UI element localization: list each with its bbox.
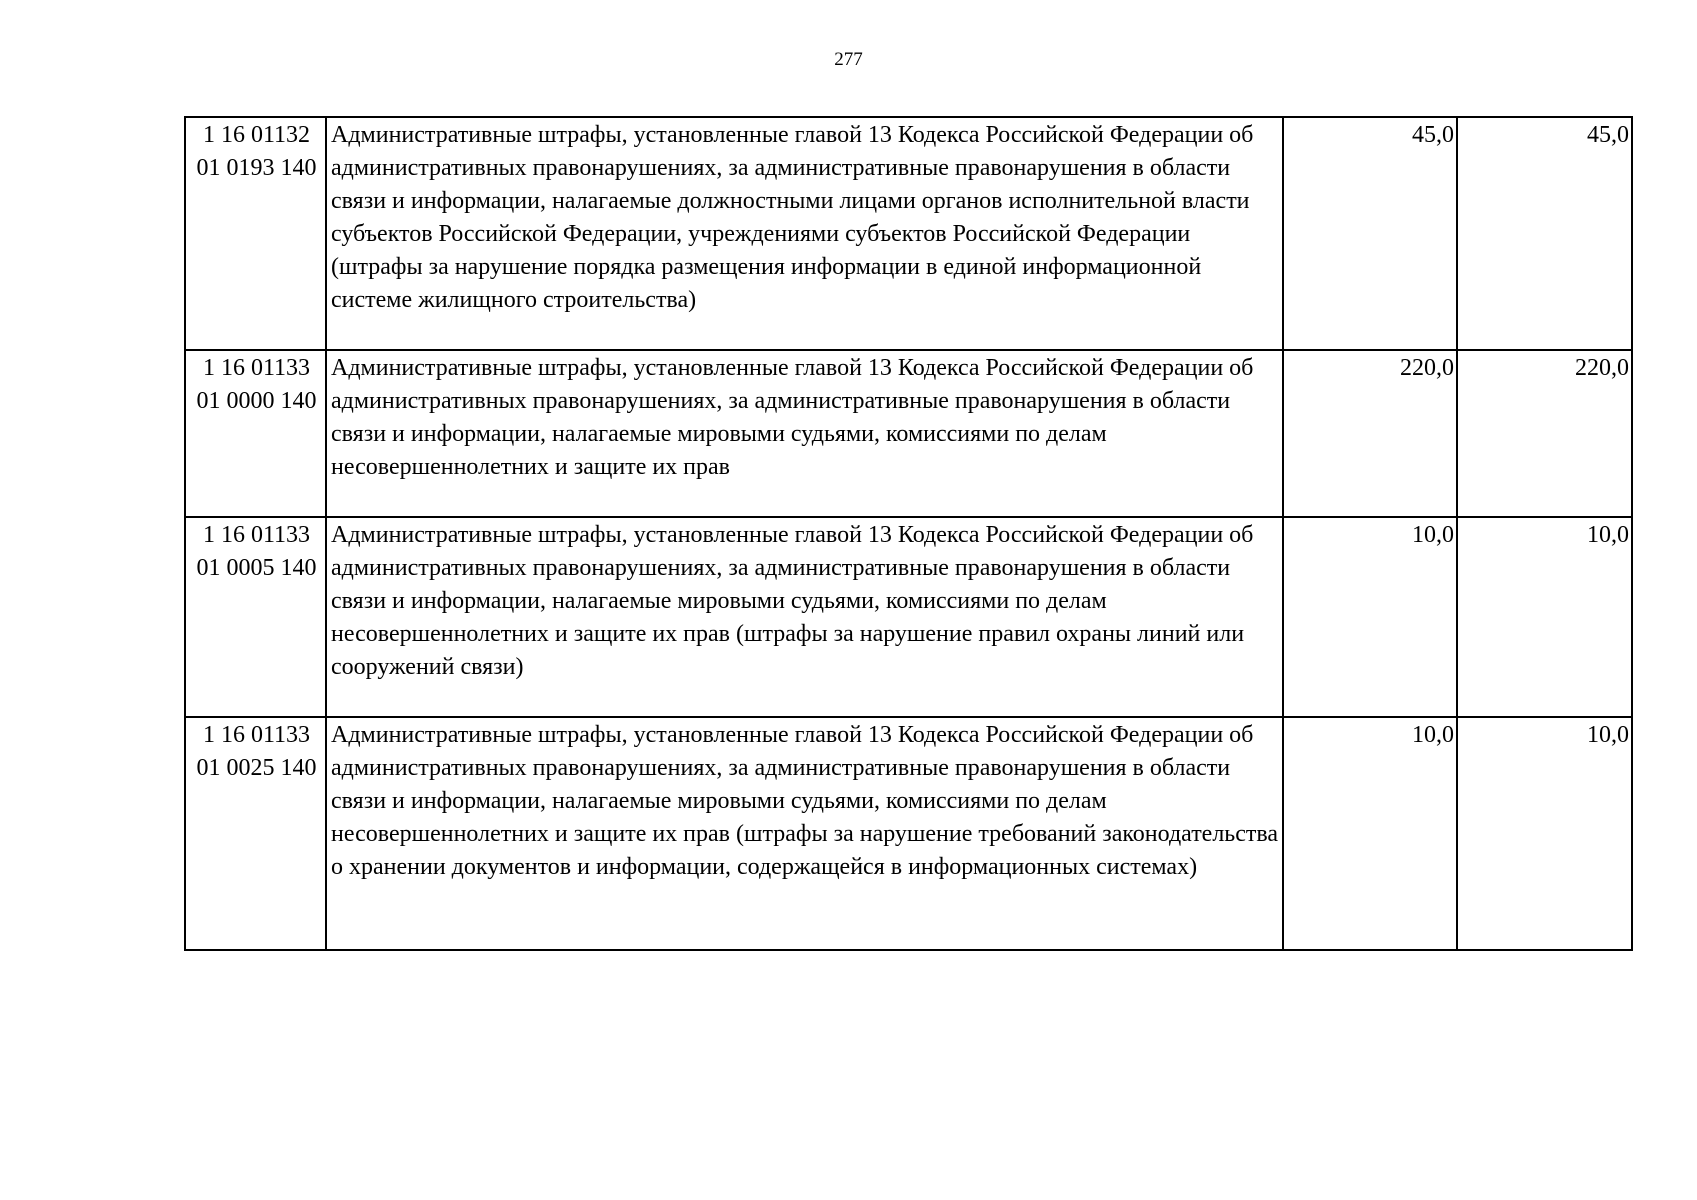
amount-cell-2: 10,0 xyxy=(1457,517,1632,717)
amount-cell-2: 10,0 xyxy=(1457,717,1632,950)
revenue-table xyxy=(184,116,1633,951)
amount-cell-2: 220,0 xyxy=(1457,350,1632,517)
amount-cell-2: 45,0 xyxy=(1457,117,1632,350)
description-cell: Административные штрафы, установленные главой 13 Кодекса Российской Федерации об административных правонарушениях, за административные правонарушения в области связи и информации, налагаемые мировыми судьями, комиссиями по делам несовершеннолетних и защите их прав xyxy=(326,350,1283,517)
amount-cell-1: 45,0 xyxy=(1283,117,1457,350)
table-row xyxy=(185,350,1632,517)
budget-code-cell: 1 16 01133 01 0000 140 xyxy=(185,350,326,517)
budget-code-cell: 1 16 01133 01 0025 140 xyxy=(185,717,326,950)
description-cell: Административные штрафы, установленные главой 13 Кодекса Российской Федерации об административных правонарушениях, за административные правонарушения в области связи и информации, налагаемые должностными лицами органов исполнительной власти субъектов Российской Федерации, учреждениями субъектов Российской Федерации (штрафы за нарушение порядка размещения информации в единой информационной системе жилищного строительства) xyxy=(326,117,1283,350)
amount-cell-1: 10,0 xyxy=(1283,517,1457,717)
table-row xyxy=(185,517,1632,717)
table-row xyxy=(185,117,1632,350)
page-number: 277 xyxy=(834,49,863,70)
description-cell: Административные штрафы, установленные главой 13 Кодекса Российской Федерации об административных правонарушениях, за административные правонарушения в области связи и информации, налагаемые мировыми судьями, комиссиями по делам несовершеннолетних и защите их прав (штрафы за нарушение правил охраны линий или сооружений связи) xyxy=(326,517,1283,717)
amount-cell-1: 10,0 xyxy=(1283,717,1457,950)
budget-code-cell: 1 16 01133 01 0005 140 xyxy=(185,517,326,717)
table-row xyxy=(185,717,1632,950)
budget-code-cell: 1 16 01132 01 0193 140 xyxy=(185,117,326,350)
description-cell: Административные штрафы, установленные главой 13 Кодекса Российской Федерации об административных правонарушениях, за административные правонарушения в области связи и информации, налагаемые мировыми судьями, комиссиями по делам несовершеннолетних и защите их прав (штрафы за нарушение требований законодательства о хранении документов и информации, содержащейся в информационных системах) xyxy=(326,717,1283,950)
amount-cell-1: 220,0 xyxy=(1283,350,1457,517)
